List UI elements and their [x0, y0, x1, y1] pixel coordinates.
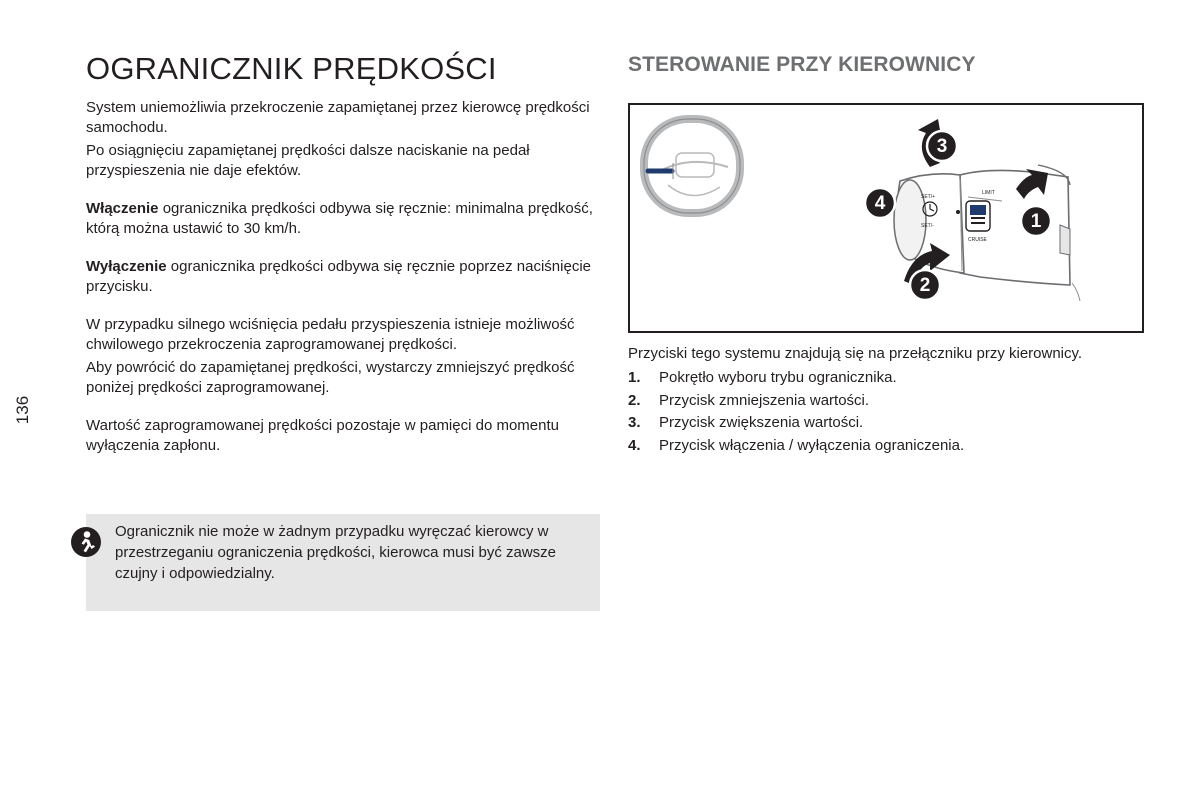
- callout-2: [910, 270, 940, 300]
- label-cruise: CRUISE: [968, 237, 987, 243]
- activation-bold: Włączenie: [86, 200, 159, 217]
- list-item-number: 1.: [628, 369, 641, 386]
- label-limit: LIMIT: [982, 190, 995, 196]
- svg-text:3: 3: [936, 136, 948, 157]
- label-set-plus: SET/+: [921, 194, 936, 200]
- svg-text:1: 1: [1030, 211, 1042, 232]
- paragraph-deactivation: [86, 257, 606, 297]
- list-item-number: 2.: [628, 391, 641, 409]
- svg-text:2: 2: [919, 275, 931, 296]
- list-item: [628, 368, 1148, 388]
- list-item-number: 4.: [628, 436, 641, 454]
- deactivation-bold: Wyłączenie: [86, 258, 167, 275]
- deactivation-text: ogranicznika prędkości odbywa się ręcznie poprzez naciśnięcie przycisku.: [86, 258, 591, 295]
- left-column: [86, 50, 606, 456]
- page-number: 136: [13, 395, 32, 425]
- list-item: [628, 413, 1148, 433]
- list-item-text: Przycisk zmniejszenia wartości.: [659, 391, 870, 409]
- svg-text:4: 4: [874, 193, 886, 214]
- callout-4: [865, 188, 895, 218]
- paragraph-activation: [86, 199, 606, 239]
- section-title: STEROWANIE PRZY KIEROWNICY: [628, 53, 976, 76]
- warning-note-text: Ogranicznik nie może w żadnym przypadku wyręczać kierowcy w przestrzeganiu ograniczenia prędkości, kierowca musi być zawsze czujny i odpowiedzialny.: [115, 523, 557, 582]
- paragraph-intro: System uniemożliwia przekroczenie zapamiętanej przez kierowcę prędkości samochodu.: [86, 99, 590, 136]
- activation-text: ogranicznika prędkości odbywa się ręcznie: minimalna prędkość, którą można ustawić to 30 km/h.: [86, 200, 593, 237]
- list-item: [628, 436, 1148, 456]
- steering-controls-illustration: [630, 105, 1142, 331]
- list-item: [628, 391, 1148, 411]
- right-column: [628, 52, 1148, 78]
- paragraph-accelerator: Po osiągnięciu zapamiętanej prędkości dalsze naciskanie na pedał przyspieszenia nie daje efektów.: [86, 142, 530, 179]
- paragraph-memory: Wartość zaprogramowanej prędkości pozostaje w pamięci do momentu wyłączenia zapłonu.: [86, 417, 559, 454]
- callout-1: [1021, 206, 1051, 236]
- label-set-minus: SET/-: [921, 223, 934, 229]
- callout-3: [927, 131, 957, 161]
- paragraph-return: Aby powrócić do zapamiętanej prędkości, wystarczy zmniejszyć prędkość poniżej prędkości zaprogramowanej.: [86, 359, 575, 396]
- controls-list: [628, 368, 1148, 458]
- list-item-text: Pokrętło wyboru trybu ogranicznika.: [659, 369, 897, 386]
- warning-person-icon: [71, 527, 101, 557]
- steering-controls-figure: [628, 103, 1144, 333]
- list-item-text: Przycisk zwiększenia wartości.: [659, 414, 864, 432]
- steering-wheel-inset: [644, 119, 740, 213]
- list-item-number: 3.: [628, 414, 641, 432]
- figure-caption: Przyciski tego systemu znajdują się na przełączniku przy kierownicy.: [628, 345, 1083, 362]
- paragraph-overspeed: W przypadku silnego wciśnięcia pedału przyspieszenia istnieje możliwość chwilowego przekroczenia zaprogramowanej prędkości.: [86, 316, 575, 353]
- page-title: OGRANICZNIK PRĘDKOŚCI: [86, 51, 497, 86]
- list-item-text: Przycisk włączenia / wyłączenia ograniczenia.: [659, 436, 965, 454]
